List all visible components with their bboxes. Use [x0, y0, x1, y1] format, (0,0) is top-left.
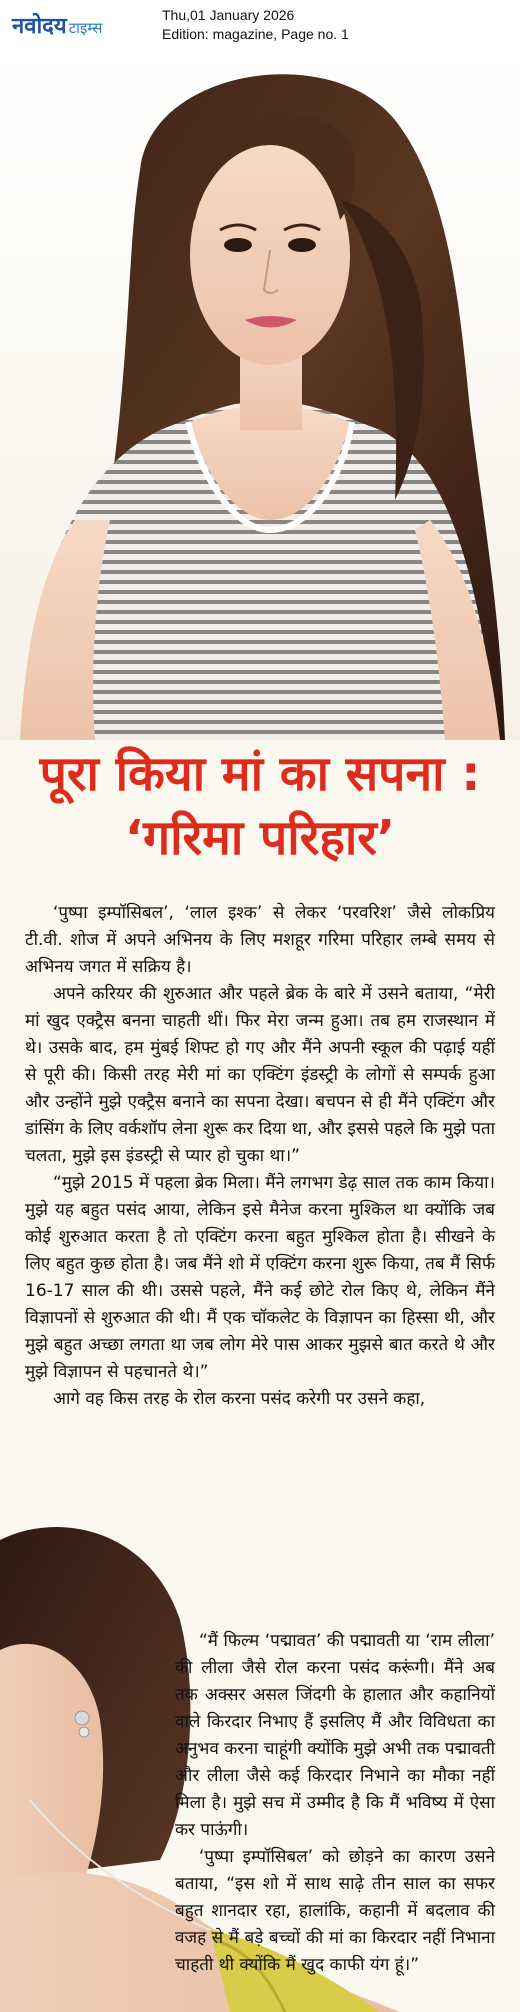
- headline: [0, 742, 520, 870]
- logo-sub: टाइम्स: [68, 19, 103, 37]
- article-continued: [175, 1628, 495, 1979]
- headline-line-2: ‘गरिमा परिहार’: [124, 810, 396, 866]
- logo[interactable]: [12, 10, 102, 40]
- article-paragraph: अपने करियर की शुरुआत और पहले ब्रेक के बारे में उसने बताया, “मेरी मां खुद एक्ट्रैस बनना चाहती थीं। फिर मेरा जन्म हुआ। तब हम राजस्थान में थे। उसके बाद, हम मुंबई शिफ्ट हो गए और मैंने अपनी स्कूल की पढ़ाई यहीं से पूरी की। किसी तरह मेरी मां का एक्टिंग इंडस्ट्री के लोगों से सम्पर्क हुआ और उन्होंने मुझे एक्ट्रैस बनाने का सपना देखा। बचपन से ही मैंने एक्टिंग और डांसिंग के लिए वर्कशॉप लेना शुरू कर दिया था, और इससे पहले कि मुझे पता चलता, मुझे इस इंडस्ट्री से प्यार हो चुका था।”: [25, 984, 495, 1166]
- article-paragraph: ‘पुष्पा इम्पॉसिबल’, ‘लाल इश्क’ से लेकर ‘परवरिश’ जैसे लोकप्रिय टी.वी. शोज में अपने अभिनय के लिए मशहूर गरिमा परिहार लम्बे समय से अभिनय जगत में सक्रिय है।: [25, 903, 495, 977]
- article-body: [25, 900, 495, 1413]
- issue-date: Thu,01 January 2026: [162, 7, 295, 23]
- edition-meta: [162, 6, 349, 44]
- page-header: [0, 0, 520, 51]
- article-paragraph: आगे वह किस तरह के रोल करना पसंद करेगी पर उसने कहा,: [53, 1389, 426, 1409]
- logo-main: नवोदय: [12, 14, 67, 39]
- portrait-photo: [0, 50, 520, 740]
- article-paragraph: ‘पुष्पा इम्पॉसिबल’ को छोड़ने का कारण उसने बताया, “इस शो में साथ साढ़े तीन साल का सफर बहुत शानदार रहा, हालांकि, कहानी में बदलाव की वजह से मैं बड़े बच्चों की मां का किरदार नहीं निभाना चाहती थी क्योंकि मैं खुद काफी यंग हूं।”: [175, 1847, 495, 1975]
- headline-line-1: पूरा किया मां का सपना :: [39, 746, 481, 802]
- article-paragraph: “मुझे 2015 में पहला ब्रेक मिला। मैंने लगभग डेढ़ साल तक काम किया। मुझे यह बहुत पसंद आया, लेकिन इसे मैनेज करना मुश्किल था क्योंकि जब कोई शुरुआत करता है तो एक्टिंग करना बहुत मुश्किल होता है। सीखने के लिए बहुत कुछ होता है। जब मैंने शो में एक्टिंग करना शुरू किया, तब मैं सिर्फ 16-17 साल की थी। उससे पहले, मैंने कई छोटे रोल किए थे, लेकिन मैंने विज्ञापनों से शुरुआत की थी। मैं एक चॉकलेट के विज्ञापन का हिस्सा थी, और मुझे बहुत अच्छा लगता था जब लोग मेरे पास आकर मुझसे बात करते थे और मुझे विज्ञापन से पहचानते थे।”: [25, 1173, 495, 1382]
- edition-info: Edition: magazine, Page no. 1: [162, 26, 349, 42]
- article-paragraph: “मैं फिल्म ‘पद्मावत’ की पद्मावती या ‘राम लीला’ की लीला जैसे रोल करना पसंद करूंगी। मैंने अब तक अक्सर असल जिंदगी के हालात और कहानियों वाले किरदार निभाए हैं इसलिए मैं और विविधता का अनुभव करना चाहूंगी क्योंकि मुझे अभी तक पद्मावती और लीला जैसे कई किरदार निभाने का मौका नहीं मिला है। मुझे सच में उम्मीद है कि मैं भविष्य में ऐसा कर पाऊंगी।: [175, 1631, 495, 1840]
